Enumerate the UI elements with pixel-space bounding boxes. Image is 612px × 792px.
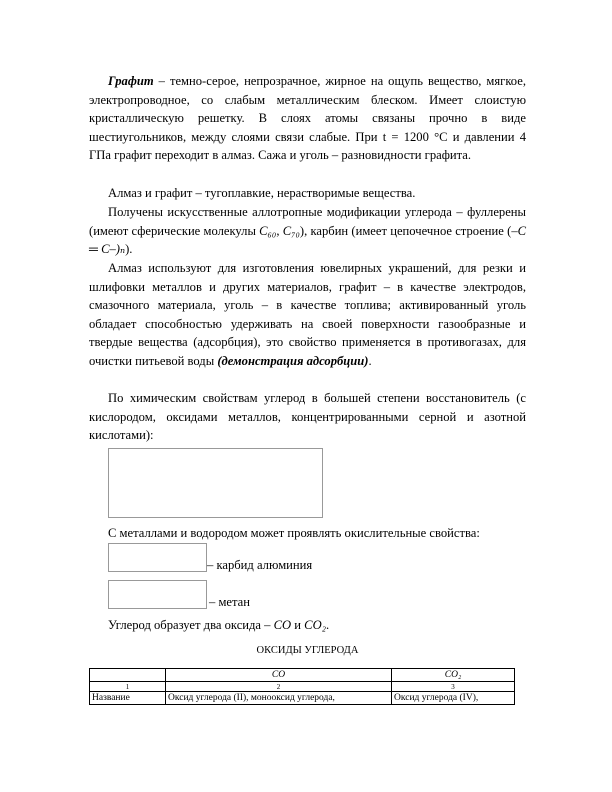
table-cell: Оксид углерода (IV), [392, 692, 515, 705]
comma-sep: , [276, 223, 283, 238]
oxides-text: Углерод образует два оксида – [108, 618, 274, 632]
table-row [90, 692, 515, 705]
methane-label: – метан [209, 595, 250, 609]
usage-end: . [368, 353, 372, 368]
c70-formula: C₇₀ [282, 223, 300, 238]
carbyne-formula: –C ═ C–)ₙ [89, 223, 527, 257]
usage-text: Алмаз используют для изготовления ювелирных украшений, для резки и шлифовки металлов и других материалов, графит – в качестве электродов, смазочного материала, уголь – в качестве топлива; активированный уголь обладает способностью удерживать на своей поверхности газообразные и твердые вещества (адсорбция), это свойство применяется в противогазах, для очистки питьевой воды [89, 261, 526, 368]
oxides-table [89, 668, 515, 705]
graphite-term: Графит [108, 74, 154, 88]
methane-equation-box[interactable] [108, 580, 207, 609]
table-number-cell: 2 [166, 682, 392, 692]
reducer-equations-box[interactable] [108, 448, 323, 518]
adsorption-demo: (демонстрация адсорбции) [217, 353, 369, 368]
table-number-row [90, 682, 515, 692]
carbide-label: – карбид алюминия [207, 558, 313, 572]
oxides-paragraph [89, 616, 526, 635]
table-header-cell: CO [166, 669, 392, 682]
table-number-cell: 3 [392, 682, 515, 692]
reducer-paragraph: По химическим свойствам углерод в большей степени восстановитель (с кислородом, оксидами металлов, концентрированными серной и азотной кислотами): [89, 391, 526, 443]
allotropes-paragraph [89, 203, 526, 259]
table-header-row [90, 669, 515, 682]
refractory-paragraph: Алмаз и графит – тугоплавкие, нерастворимые вещества. [108, 186, 416, 200]
graphite-description: – темно-серое, непрозрачное, жирное на ощупь вещество, мягкое, электропроводное, со слабым металлическим блеском. Имеет слоистую кристаллическую решетку. В слоях атомы связаны прочно в виде шестиугольников, между слоями связи слабые. При t = 1200 °C и давлении 4 ГПа графит переходит в алмаз. Сажа и уголь – разновидности графита. [89, 74, 526, 163]
co-formula: CO [273, 618, 292, 632]
allotropes-text-end: ). [125, 242, 133, 257]
c60-formula: C₆₀ [259, 223, 277, 238]
oxides-end: . [326, 618, 330, 632]
table-header-cell: CO₂ [392, 669, 515, 682]
allotropes-text-mid: ), карбин (имеет цепочечное строение ( [299, 223, 512, 238]
co2-formula: CO₂ [304, 618, 327, 632]
table-cell: Оксид углерода (II), монооксид углерода, [166, 692, 392, 705]
table-header-cell [90, 669, 166, 682]
oxidizer-paragraph: С металлами и водородом может проявлять окислительные свойства: [108, 526, 480, 540]
table-cell: Название [90, 692, 166, 705]
table-caption: ОКСИДЫ УГЛЕРОДА [256, 645, 359, 656]
and-word: и [291, 618, 305, 632]
allotropes-text: Получены искусственные аллотропные модификации углерода – фуллерены (имеют сферические молекулы [89, 205, 526, 238]
usage-paragraph [89, 259, 526, 371]
table-number-cell: 1 [90, 682, 166, 692]
carbide-equation-box[interactable] [108, 543, 207, 572]
graphite-paragraph [89, 72, 526, 165]
